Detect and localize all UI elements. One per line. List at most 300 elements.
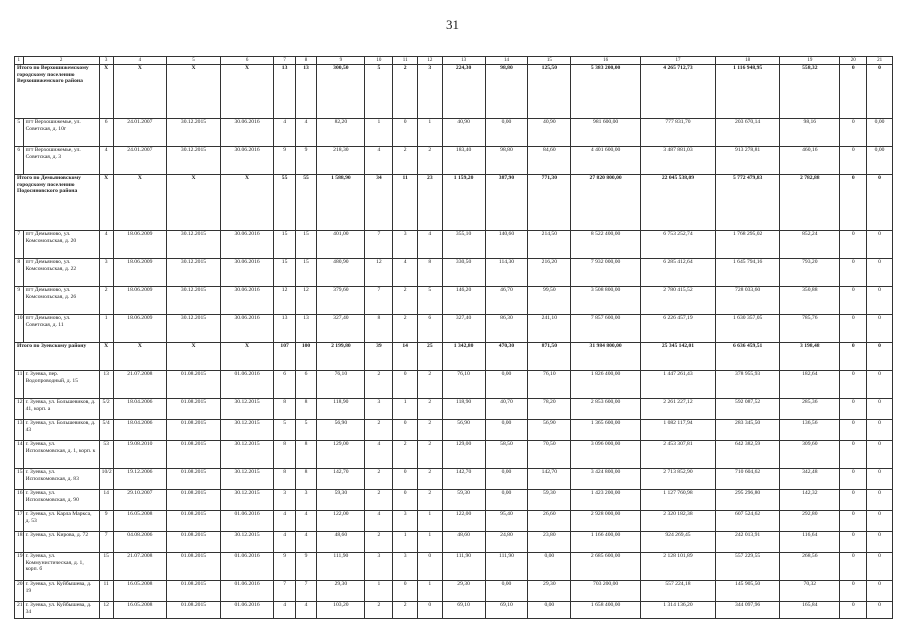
cell: 122,00 — [442, 511, 485, 532]
table-row — [15, 602, 893, 619]
cell: 18.06.2009 — [113, 287, 167, 315]
cell: 29.10.2007 — [113, 490, 167, 511]
cell: 86,30 — [485, 315, 528, 343]
cell: 183,40 — [442, 147, 485, 175]
cell: 1 365 600,00 — [571, 420, 641, 441]
cell: 21.07.2008 — [113, 371, 167, 399]
cell: 59,30 — [442, 490, 485, 511]
cell: 12 — [99, 602, 113, 619]
cell: 0 — [840, 511, 867, 532]
row-number: 21 — [15, 602, 24, 619]
cell: 40,70 — [485, 399, 528, 420]
cell: X — [113, 65, 167, 119]
cell: 0 — [840, 147, 867, 175]
cell: 0,00 — [485, 469, 528, 490]
cell: 0 — [867, 371, 893, 399]
cell: 70,50 — [528, 441, 571, 469]
cell: 2 — [393, 287, 418, 315]
cell: 350,88 — [780, 287, 840, 315]
cell: 0 — [393, 119, 418, 147]
column-number-2: 2 — [23, 57, 99, 65]
cell: 0 — [840, 343, 867, 371]
cell: 8 — [274, 441, 295, 469]
cell: 01.08.2015 — [167, 399, 221, 420]
cell: X — [99, 65, 113, 119]
cell: 8 — [295, 399, 316, 420]
cell: 7 932 000,00 — [571, 259, 641, 287]
cell: 136,56 — [780, 420, 840, 441]
cell: 852,24 — [780, 231, 840, 259]
cell: 710 604,62 — [715, 469, 779, 490]
housing-register-table — [14, 56, 893, 619]
cell: 2 — [418, 399, 443, 420]
cell: 871,50 — [528, 343, 571, 371]
column-number-11: 11 — [393, 57, 418, 65]
cell: 5/4 — [99, 420, 113, 441]
cell: 2 453 307,81 — [640, 441, 715, 469]
cell: 1 159,20 — [442, 175, 485, 231]
cell: 3 — [295, 490, 316, 511]
row-number: 19 — [15, 553, 24, 581]
cell: 0 — [867, 581, 893, 602]
cell: 3 — [274, 490, 295, 511]
cell: 9 — [274, 147, 295, 175]
cell: 0 — [840, 490, 867, 511]
cell: 292,80 — [780, 511, 840, 532]
cell: 5 — [295, 420, 316, 441]
cell: 76,10 — [317, 371, 365, 399]
cell: 342,48 — [780, 469, 840, 490]
cell: 39 — [365, 343, 393, 371]
row-number: 14 — [15, 441, 24, 469]
cell: 0 — [393, 469, 418, 490]
cell: 295 296,80 — [715, 490, 779, 511]
cell: 558,32 — [780, 65, 840, 119]
cell: 2 — [418, 147, 443, 175]
cell: 29,30 — [317, 581, 365, 602]
cell: 6 753 252,74 — [640, 231, 715, 259]
cell: 224,30 — [442, 65, 485, 119]
cell: 1 — [99, 315, 113, 343]
cell: 0,00 — [485, 119, 528, 147]
cell: 1 — [418, 532, 443, 553]
cell: 01.06.2016 — [220, 602, 274, 619]
cell: 142,70 — [528, 469, 571, 490]
cell: 480,90 — [317, 259, 365, 287]
cell: 387,90 — [485, 175, 528, 231]
cell: 0 — [840, 469, 867, 490]
total-label: Итого по Верхошижемскому городскому поселению Верхошижемского района — [15, 65, 100, 119]
column-number-6: 6 — [220, 57, 274, 65]
cell: 8 — [418, 259, 443, 287]
cell: 2 — [365, 420, 393, 441]
cell: 3 — [365, 399, 393, 420]
cell: 111,90 — [317, 553, 365, 581]
cell: 7 — [365, 287, 393, 315]
cell: 1 342,80 — [442, 343, 485, 371]
cell: X — [220, 343, 274, 371]
cell: 300,50 — [317, 65, 365, 119]
row-number: 5 — [15, 119, 24, 147]
column-number-8: 8 — [295, 57, 316, 65]
cell: 29,30 — [442, 581, 485, 602]
address-cell: г. Зуевка, ул. Кирова, д. 72 — [23, 532, 99, 553]
cell: 12 — [274, 287, 295, 315]
cell: 34 — [365, 175, 393, 231]
cell: 470,30 — [485, 343, 528, 371]
cell: 327,40 — [442, 315, 485, 343]
table-row — [15, 287, 893, 315]
table-row — [15, 469, 893, 490]
cell: 1 658 400,00 — [571, 602, 641, 619]
cell: 1 — [418, 119, 443, 147]
cell: 6 — [274, 371, 295, 399]
cell: 924 269,45 — [640, 532, 715, 553]
cell: 3 424 800,00 — [571, 469, 641, 490]
cell: 59,30 — [317, 490, 365, 511]
cell: 99,50 — [528, 287, 571, 315]
cell: 1 447 261,43 — [640, 371, 715, 399]
cell: 142,70 — [317, 469, 365, 490]
cell: 30.12.2015 — [220, 420, 274, 441]
cell: 0 — [840, 602, 867, 619]
cell: 2 — [418, 420, 443, 441]
address-cell: пгт Демьяново, ул. Комсомольская, д. 26 — [23, 287, 99, 315]
cell: 2 — [418, 469, 443, 490]
total-row — [15, 175, 893, 231]
cell: 10/2 — [99, 469, 113, 490]
cell: 0,00 — [867, 147, 893, 175]
column-number-1: 1 — [15, 57, 24, 65]
cell: 15 — [295, 259, 316, 287]
cell: 01.08.2015 — [167, 441, 221, 469]
cell: 3 508 800,00 — [571, 287, 641, 315]
cell: 0 — [867, 602, 893, 619]
cell: 1 630 357,05 — [715, 315, 779, 343]
column-number-14: 14 — [485, 57, 528, 65]
row-number: 17 — [15, 511, 24, 532]
column-number-10: 10 — [365, 57, 393, 65]
cell: 2 320 182,38 — [640, 511, 715, 532]
cell: 785,76 — [780, 315, 840, 343]
cell: 9 — [274, 553, 295, 581]
cell: 0 — [393, 371, 418, 399]
cell: 3 096 000,00 — [571, 441, 641, 469]
cell: 9 — [295, 553, 316, 581]
column-number-17: 17 — [640, 57, 715, 65]
cell: 56,90 — [442, 420, 485, 441]
cell: 1 — [393, 399, 418, 420]
address-cell: г. Зуевка, ул. Исполкомовская, д. 1, корп. к — [23, 441, 99, 469]
cell: 0 — [867, 315, 893, 343]
cell: 218,30 — [317, 147, 365, 175]
cell: 27 820 800,00 — [571, 175, 641, 231]
cell: 3 — [393, 553, 418, 581]
table-row — [15, 581, 893, 602]
cell: 78,20 — [528, 399, 571, 420]
cell: 9 — [295, 147, 316, 175]
cell: 30.06.2016 — [220, 119, 274, 147]
cell: 01.08.2015 — [167, 511, 221, 532]
cell: 4 — [365, 511, 393, 532]
cell: 182,64 — [780, 371, 840, 399]
cell: 4 — [274, 602, 295, 619]
cell: 4 — [393, 259, 418, 287]
cell: 0,00 — [867, 119, 893, 147]
cell: 3 487 881,03 — [640, 147, 715, 175]
cell: 15 — [295, 231, 316, 259]
cell: 1 — [393, 532, 418, 553]
cell: 460,16 — [780, 147, 840, 175]
cell: 0,00 — [485, 581, 528, 602]
cell: 13 — [295, 315, 316, 343]
cell: 5 — [418, 287, 443, 315]
cell: 145 905,50 — [715, 581, 779, 602]
cell: 56,90 — [317, 420, 365, 441]
cell: 46,70 — [485, 287, 528, 315]
cell: 379,60 — [317, 287, 365, 315]
column-number-15: 15 — [528, 57, 571, 65]
cell: 14 — [393, 343, 418, 371]
cell: 01.06.2016 — [220, 581, 274, 602]
cell: 2 685 600,00 — [571, 553, 641, 581]
cell: 0 — [840, 420, 867, 441]
cell: 309,60 — [780, 441, 840, 469]
cell: 16.05.2008 — [113, 602, 167, 619]
cell: 703 200,00 — [571, 581, 641, 602]
cell: 13 — [274, 315, 295, 343]
cell: 1 082 117,94 — [640, 420, 715, 441]
cell: 8 — [295, 469, 316, 490]
cell: 01.08.2015 — [167, 371, 221, 399]
cell: X — [167, 343, 221, 371]
cell: 2 — [418, 490, 443, 511]
cell: 5 — [365, 65, 393, 119]
cell: 2 — [365, 602, 393, 619]
cell: 22 045 538,09 — [640, 175, 715, 231]
cell: 48,60 — [317, 532, 365, 553]
cell: 607 524,62 — [715, 511, 779, 532]
address-cell: г. Зуевка, пер. Водопроводный, д. 15 — [23, 371, 99, 399]
cell: 5 772 479,83 — [715, 175, 779, 231]
cell: 3 — [393, 231, 418, 259]
cell: 2 928 000,00 — [571, 511, 641, 532]
cell: 4 — [295, 119, 316, 147]
cell: X — [99, 343, 113, 371]
cell: 0,00 — [485, 371, 528, 399]
cell: 0 — [867, 469, 893, 490]
cell: 2 — [365, 469, 393, 490]
cell: 7 857 600,00 — [571, 315, 641, 343]
cell: 98,80 — [485, 147, 528, 175]
cell: 1 — [365, 581, 393, 602]
column-number-7: 7 — [274, 57, 295, 65]
cell: 1 166 400,00 — [571, 532, 641, 553]
total-row — [15, 65, 893, 119]
cell: 0 — [867, 259, 893, 287]
cell: 04.08.2006 — [113, 532, 167, 553]
cell: 01.08.2015 — [167, 469, 221, 490]
cell: 8 522 400,00 — [571, 231, 641, 259]
cell: 24.01.2007 — [113, 147, 167, 175]
cell: 0 — [867, 343, 893, 371]
cell: 21.07.2008 — [113, 553, 167, 581]
cell: 129,00 — [317, 441, 365, 469]
cell: 378 955,93 — [715, 371, 779, 399]
table-row — [15, 441, 893, 469]
cell: 3 — [99, 259, 113, 287]
column-number-21: 21 — [867, 57, 893, 65]
cell: 0 — [867, 231, 893, 259]
cell: 30.06.2016 — [220, 315, 274, 343]
cell: 70,32 — [780, 581, 840, 602]
cell: 913 278,81 — [715, 147, 779, 175]
address-cell: г. Зуевка, ул. Большевиков, д. 41, корп. а — [23, 399, 99, 420]
cell: 0 — [840, 371, 867, 399]
cell: 6 — [418, 315, 443, 343]
cell: 7 — [99, 532, 113, 553]
cell: 14 — [99, 490, 113, 511]
cell: 9 — [99, 511, 113, 532]
cell: X — [113, 343, 167, 371]
total-label: Итого по Демьяновскому городскому поселению Подосиновского района — [15, 175, 100, 231]
cell: 2 — [365, 490, 393, 511]
address-cell: г. Зуевка, ул. Карла Маркса, д. 53 — [23, 511, 99, 532]
cell: 0 — [840, 581, 867, 602]
cell: 7 — [274, 581, 295, 602]
cell: 58,50 — [485, 441, 528, 469]
cell: 1 588,90 — [317, 175, 365, 231]
cell: 24.01.2007 — [113, 119, 167, 147]
cell: 30.06.2016 — [220, 287, 274, 315]
cell: 8 — [295, 441, 316, 469]
cell: 40,90 — [528, 119, 571, 147]
cell: 283 345,50 — [715, 420, 779, 441]
cell: 142,32 — [780, 490, 840, 511]
cell: 56,90 — [528, 420, 571, 441]
cell: 48,60 — [442, 532, 485, 553]
column-number-20: 20 — [840, 57, 867, 65]
cell: 1 768 295,02 — [715, 231, 779, 259]
cell: 01.08.2015 — [167, 553, 221, 581]
cell: 0 — [393, 420, 418, 441]
cell: 18.04.2006 — [113, 420, 167, 441]
cell: 30.06.2016 — [220, 259, 274, 287]
cell: 15 — [274, 231, 295, 259]
cell: 0 — [840, 532, 867, 553]
cell: 23,80 — [528, 532, 571, 553]
cell: 114,30 — [485, 259, 528, 287]
cell: 2 — [393, 602, 418, 619]
cell: 4 401 600,00 — [571, 147, 641, 175]
cell: 0 — [867, 441, 893, 469]
cell: 30.06.2016 — [220, 147, 274, 175]
cell: 30.12.2015 — [220, 490, 274, 511]
row-number: 7 — [15, 231, 24, 259]
row-number: 13 — [15, 420, 24, 441]
cell: 01.08.2015 — [167, 602, 221, 619]
cell: 98,80 — [485, 65, 528, 119]
cell: 31 984 800,00 — [571, 343, 641, 371]
cell: 4 — [365, 147, 393, 175]
cell: 8 — [365, 315, 393, 343]
cell: 355,10 — [442, 231, 485, 259]
total-label: Итого по Зуевскому району — [15, 343, 100, 371]
cell: 7 — [365, 231, 393, 259]
cell: 55 — [295, 175, 316, 231]
total-row — [15, 343, 893, 371]
cell: 2 — [418, 371, 443, 399]
cell: 23 — [418, 175, 443, 231]
cell: 4 265 712,73 — [640, 65, 715, 119]
cell: 01.08.2015 — [167, 532, 221, 553]
cell: 3 — [365, 553, 393, 581]
cell: 0 — [840, 65, 867, 119]
cell: 76,10 — [442, 371, 485, 399]
cell: 15 — [274, 259, 295, 287]
cell: 5 383 200,00 — [571, 65, 641, 119]
cell: 01.08.2015 — [167, 581, 221, 602]
column-number-5: 5 — [167, 57, 221, 65]
cell: 0 — [867, 287, 893, 315]
cell: 4 — [295, 532, 316, 553]
cell: 0 — [840, 175, 867, 231]
cell: 69,10 — [442, 602, 485, 619]
cell: 2 — [365, 532, 393, 553]
cell: 19.12.2006 — [113, 469, 167, 490]
cell: 793,20 — [780, 259, 840, 287]
cell: 1 826 400,00 — [571, 371, 641, 399]
column-number-12: 12 — [418, 57, 443, 65]
address-cell: г. Зуевка, ул. Большевиков, д. 43 — [23, 420, 99, 441]
column-number-16: 16 — [571, 57, 641, 65]
cell: 3 198,48 — [780, 343, 840, 371]
column-number-19: 19 — [780, 57, 840, 65]
cell: 0 — [840, 119, 867, 147]
cell: 771,30 — [528, 175, 571, 231]
row-number: 9 — [15, 287, 24, 315]
cell: 2 782,88 — [780, 175, 840, 231]
cell: 2 261 227,12 — [640, 399, 715, 420]
cell: 0,00 — [485, 490, 528, 511]
cell: 30.12.2015 — [167, 147, 221, 175]
cell: 0 — [867, 553, 893, 581]
column-number-3: 3 — [99, 57, 113, 65]
table-row — [15, 231, 893, 259]
cell: 981 600,00 — [571, 119, 641, 147]
cell: X — [220, 175, 274, 231]
cell: 26,60 — [528, 511, 571, 532]
cell: 4 — [295, 602, 316, 619]
cell: 29,30 — [528, 581, 571, 602]
cell: 327,40 — [317, 315, 365, 343]
cell: 122,00 — [317, 511, 365, 532]
cell: 95,40 — [485, 511, 528, 532]
cell: 118,90 — [442, 399, 485, 420]
cell: 30.12.2015 — [220, 441, 274, 469]
cell: 1 645 794,16 — [715, 259, 779, 287]
cell: 2 128 101,89 — [640, 553, 715, 581]
cell: X — [167, 175, 221, 231]
cell: 8 — [274, 399, 295, 420]
cell: 557 229,55 — [715, 553, 779, 581]
cell: 11 — [99, 581, 113, 602]
cell: 2 — [365, 371, 393, 399]
table-row — [15, 315, 893, 343]
row-number: 18 — [15, 532, 24, 553]
cell: 16.05.2008 — [113, 581, 167, 602]
cell: 140,60 — [485, 231, 528, 259]
